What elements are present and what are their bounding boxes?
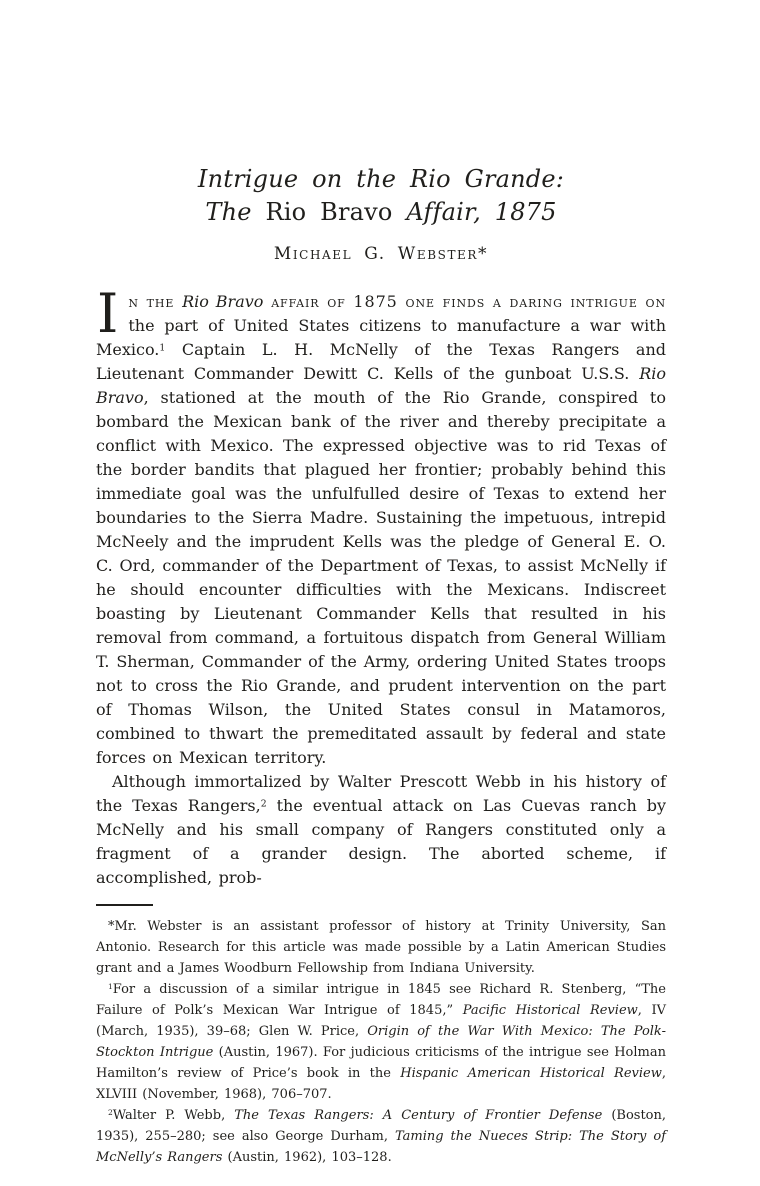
text-run: Walter P. Webb, xyxy=(112,1108,235,1123)
article-body xyxy=(96,282,667,890)
article-header xyxy=(96,163,666,264)
text-run: Rio Bravo xyxy=(265,198,407,226)
text-run: *Mr. Webster is an assistant professor of history at Trinity University, San Antonio. Research for this article was made possible by a Latin American Studies grant and a James Woodburn Fellowship from Indiana University. xyxy=(96,919,666,976)
text-run: n the xyxy=(128,292,183,311)
text-run: Although immortalized by Walter Prescott Webb in his history of the Texas Rangers, xyxy=(96,772,666,815)
text-run: , IV (March, 1935), 39–68; Glen W. Price, xyxy=(96,1003,666,1039)
article-title-line2 xyxy=(96,196,666,229)
article-title xyxy=(96,163,666,229)
footnote-marker: 1 xyxy=(108,982,113,992)
footnotes-section xyxy=(96,904,666,1168)
text-run: Captain L. H. McNelly of the Texas Rangers and Lieutenant Commander Dewitt C. Kells of the gunboat U.S.S. xyxy=(96,340,666,383)
text-run: (Austin, 1962), 103–128. xyxy=(222,1150,392,1165)
body-paragraph-1 xyxy=(96,282,666,770)
text-column xyxy=(96,0,666,1168)
article-title-line1 xyxy=(96,163,666,196)
footnote-separator-rule xyxy=(96,904,153,906)
text-run: Intrigue on the Rio Grande: xyxy=(197,165,565,193)
footnote-marker: 2 xyxy=(108,1108,113,1118)
footnote-1 xyxy=(96,979,666,1105)
text-run: Rio Bravo xyxy=(96,364,666,407)
text-run: Affair, 1875 xyxy=(406,198,557,226)
text-run: For a discussion of a similar intrigue in 1845 see Richard R. Stenberg, “The Failure of Polk’s Mexican War Intrigue of 1845,” xyxy=(96,982,666,1018)
text-run: (Austin, 1967). For judicious criticisms of the intrigue see Holman Hamilton’s review of Price’s book in the xyxy=(96,1045,666,1081)
text-run: Origin of the War With Mexico: The Polk-Stockton Intrigue xyxy=(96,1024,666,1060)
text-run: , stationed at the mouth of the Rio Grande, conspired to bombard the Mexican bank of the river and thereby precipitate a conflict with Mexico. The expressed objective was to rid Texas of the border bandits that plagued her frontier; probably behind this immediate goal was the unfulfulled desire of Texas to extend her boundaries to the Sierra Madre. Sustaining the impetuous, intrepid McNeely and the imprudent Kells was the pledge of General E. O. C. Ord, commander of the Department of Texas, to assist McNelly if he should encounter difficulties with the Mexicans. Indiscreet boasting by Lieutenant Commander Kells that resulted in his removal from command, a fortuitous dispatch from General William T. Sherman, Commander of the Army, ordering United States troops not to cross the Rio Grande, and prudent intervention on the part of Thomas Wilson, the United States consul in Matamoros, combined to thwart the premeditated assault by federal and state forces on Mexican territory. xyxy=(96,388,666,767)
text-run: Pacific Historical Review xyxy=(462,1003,638,1018)
text-run: , XLVIII (November, 1968), 706–707. xyxy=(96,1066,666,1102)
footnote-author-affiliation xyxy=(96,916,666,979)
drop-cap-initial: I xyxy=(97,282,119,345)
text-run: Rio Bravo xyxy=(182,292,264,311)
text-run: the part of United States citizens to manufacture a war with Mexico. xyxy=(96,316,666,359)
text-run: affair of 1875 one finds a daring intrigue on xyxy=(263,292,666,311)
footnote-marker: 1 xyxy=(159,342,166,354)
text-run: Taming the Nueces Strip: The Story of McNelly’s Rangers xyxy=(96,1129,667,1165)
text-run: The Texas Rangers: A Century of Frontier Defense xyxy=(234,1108,603,1123)
body-paragraph-2 xyxy=(96,770,666,890)
text-run: The xyxy=(205,198,266,226)
footnote-2 xyxy=(96,1105,666,1168)
text-run: the eventual attack on Las Cuevas ranch by McNelly and his small company of Rangers constituted only a fragment of a grander design. The aborted scheme, if accomplished, prob- xyxy=(96,796,667,887)
text-run: Hispanic American Historical Review xyxy=(400,1066,662,1081)
article-author: Michael G. Webster* xyxy=(273,244,489,264)
text-run: (Boston, 1935), 255–280; see also George Durham, xyxy=(96,1108,667,1144)
footnote-marker: 2 xyxy=(260,798,267,810)
